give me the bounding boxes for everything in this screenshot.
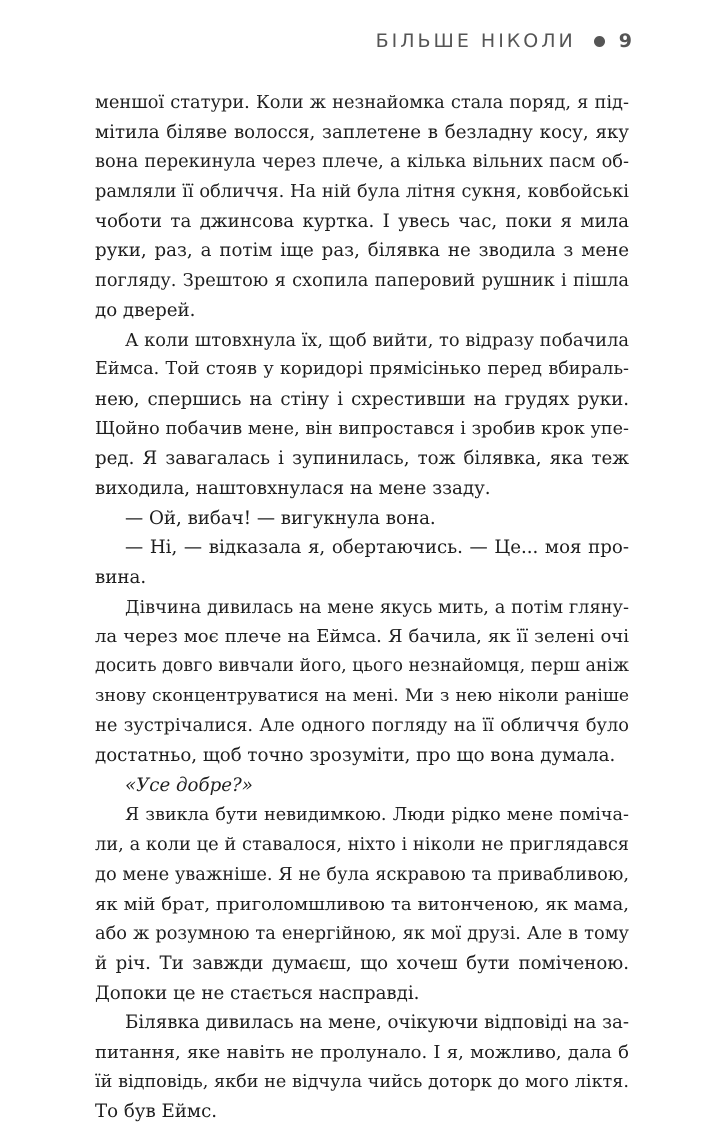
text-line: руки, раз, а потім іще раз, білявка не зводила з мене: [95, 240, 629, 262]
text-line: до мене уважніше. Я не була яскравою та привабливою,: [95, 863, 629, 885]
text-line: меншої статури. Коли ж незнайомка стала поряд, я під-: [95, 92, 629, 113]
paragraph: [95, 504, 629, 534]
book-title: БІЛЬШЕ НІКОЛИ: [375, 30, 576, 52]
text-line: мітила біляве волосся, заплетене в безладну косу, яку: [95, 121, 629, 143]
paragraph: [95, 801, 629, 1009]
text-line: знову сконцентруватися на мені. Ми з нею ніколи раніше: [95, 685, 629, 706]
running-header: [376, 30, 632, 52]
text-line: погляду. Зрештою я схопила паперовий рушник і пішла: [95, 270, 629, 292]
text-line: Я звикла бути невидимкою. Люди рідко мене поміча-: [125, 804, 629, 825]
text-line: або ж розумною та енергійною, як мої друзі. Але в тому: [95, 923, 629, 945]
paragraph: [95, 88, 629, 326]
paragraph: [95, 326, 629, 504]
text-line: ли, а коли це й ставалося, ніхто і ніколи не приглядався: [95, 834, 629, 856]
paragraph: [95, 533, 629, 592]
paragraph: [95, 771, 629, 801]
text-line: ред. Я завагалась і зупинилась, тож білявка, яка теж: [95, 448, 629, 470]
text-line: Дівчина дивилась на мене якусь мить, а потім гляну-: [125, 596, 629, 618]
text-line: Білявка дивилась на мене, очікуючи відповіді на за-: [125, 1012, 629, 1034]
text-line: виходила, наштовхнулася на мене ззаду.: [95, 477, 491, 499]
text-line: Допоки це не стається насправді.: [95, 982, 420, 1004]
text-line: до дверей.: [95, 299, 196, 321]
body-text: [95, 88, 629, 1127]
text-line: їй відповідь, якби не відчула чийсь доторк до мого ліктя.: [95, 1071, 629, 1092]
text-line: рамляли її обличчя. На ній була літня сукня, ковбойські: [95, 181, 629, 203]
text-line: Щойно побачив мене, він випростався і зробив крок упе-: [95, 418, 629, 439]
paragraph: [95, 593, 629, 771]
text-line: достатньо, щоб точно зрозуміти, про що вона думала.: [95, 745, 616, 767]
text-line: «Усе добре?»: [125, 774, 253, 796]
text-line: А коли штовхнула їх, щоб вийти, то відразу побачила: [125, 329, 630, 351]
text-line: вона перекинула через плече, а кілька вільних пасм об-: [95, 151, 629, 173]
text-line: питання, яке навіть не пролунало. І я, можливо, дала б: [95, 1042, 629, 1063]
text-line: досить довго вивчали його, цього незнайомця, перш аніж: [95, 656, 629, 677]
text-line: не зустрічалися. Але одного погляду на її обличчя було: [95, 715, 629, 737]
text-line: й річ. Ти завжди думаєш, що хочеш бути поміченою.: [95, 952, 629, 974]
text-line: нею, спершись на стіну і схрестивши на грудях руки.: [95, 388, 629, 410]
text-line: — Ой, вибач! — вигукнула вона.: [125, 507, 436, 529]
text-line: як мій брат, приголомшливою та витонченою, як мама,: [95, 893, 629, 915]
paragraph: [95, 1008, 629, 1127]
text-line: — Ні, — відказала я, обертаючись. — Це... моя про-: [125, 537, 629, 559]
text-line: вина.: [95, 567, 147, 588]
page-number: 9: [618, 30, 632, 52]
text-line: ла через моє плече на Еймса. Я бачила, як її зелені очі: [95, 626, 629, 648]
text-line: То був Еймс.: [95, 1101, 218, 1123]
header-bullet-icon: [594, 36, 605, 47]
text-line: чоботи та джинсова куртка. І увесь час, поки я мила: [95, 210, 629, 232]
text-line: Еймса. Той стояв у коридорі прямісінько перед вбираль-: [95, 359, 629, 380]
